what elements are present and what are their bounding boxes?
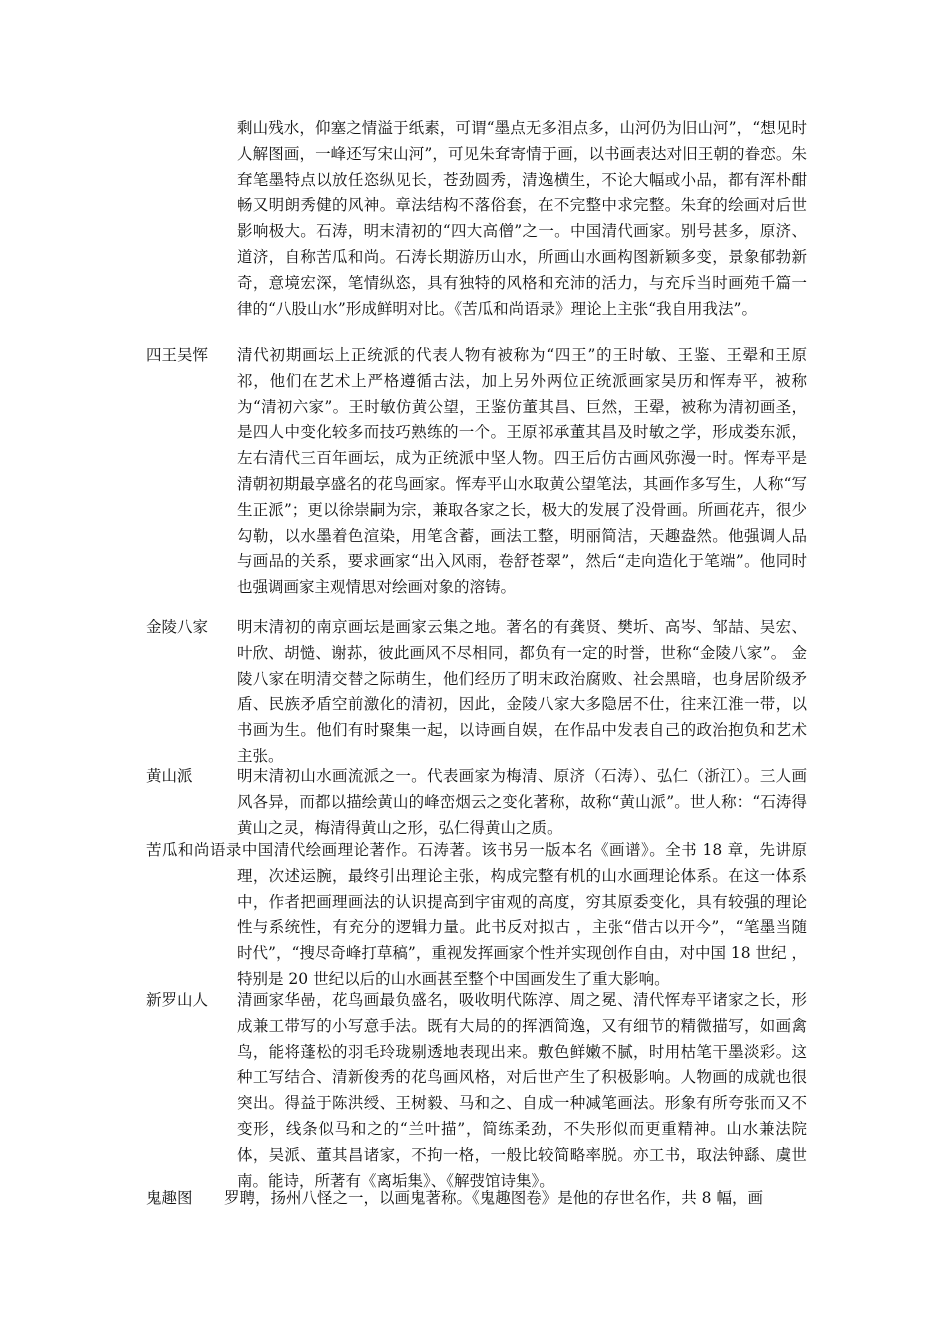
entry-term: 金陵八家	[146, 618, 209, 636]
entry-text: 罗聘，扬州八怪之一，以画鬼著称。《鬼趣图卷》是他的存世名作，共 8 幅，画	[224, 1189, 763, 1207]
entry-text: 明末清初山水画流派之一。代表画家为梅清、原济（石涛）、弘仁（浙江）。三人画风各异，而都以描绘黄山的峰峦烟云之变化著称，故称“黄山派”。世人称：“石涛得黄山之灵，梅清得黄山之形，弘仁得黄山之质。	[237, 767, 807, 837]
entry-text-inline: 中国清代绘画理论著作。石涛著。该书另一版本名《画谱》。全书 18 章，先讲原理，次述运腕，最终引出理论主张，构成完整有机的山水画理论体系。在这一体系中，作者把画理画法的认识提高到宇宙观的高度，穷其原委变化，具有较强的理论性与系统性，有充分的逻辑力量。此书反对拟古 ，主张“借古以开今”，“笔墨当随时代”，“搜尽奇峰打草稿”，重视发挥画家个性并实现创作自由，对中国 18 世纪 ，特别是 20 世纪以后的山水画甚至整个中国画发生了重大影响。	[237, 841, 807, 988]
entry-text: 清代初期画坛上正统派的代表人物有被称为“四王”的王时敏、王鉴、王翚和王原祁，他们在艺术上严格遵循古法，加上另外两位正统派画家吴历和恽寿平，被称为“清初六家”。王时敏仿黄公望，王鉴仿董其昌、巨然，王翚，被称为清初画圣，是四人中变化较多而技巧熟练的一个。王原祁承董其昌及时敏之学，形成娄东派，左右清代三百年画坛，成为正统派中坚人物。四王后仿古画风弥漫一时。恽寿平是清朝初期最享盛名的花鸟画家。恽寿平山水取黄公望笔法，其画作多写生，人称“写生正派”；更以徐崇嗣为宗，兼取各家之长，极大的发展了没骨画。所画花卉，很少勾勒，以水墨着色渲染，用笔含蓄，画法工整，明丽简洁，天趣盎然。他强调人品与画品的关系，要求画家“出入风雨，卷舒苍翠”，然后“走向造化于笔端”。他同时也强调画家主观情思对绘画对象的溶铸。	[237, 346, 807, 597]
entry-term: 苦瓜和尚语录	[146, 841, 242, 859]
entry-term: 新罗山人	[146, 991, 209, 1009]
entry-term: 鬼趣图	[146, 1189, 193, 1207]
entry-term: 四王吴恽	[146, 346, 209, 364]
entry-text	[146, 838, 807, 993]
entry-term: 黄山派	[146, 767, 193, 785]
entry-text: 剩山残水，仰塞之情溢于纸素，可谓“墨点无多泪点多，山河仍为旧山河”，“想见时人解图画，一峰还写宋山河”，可见朱耷寄情于画，以书画表达对旧王朝的眷恋。朱耷笔墨特点以放任恣纵见长，苍劲圆秀，清逸横生，不论大幅或小品，都有浑朴酣畅又明朗秀健的风神。章法结构不落俗套，在不完整中求完整。朱耷的绘画对后世影响极大。石涛，明末清初的“四大高僧”之一。中国清代画家。别号甚多，原济、道济，自称苦瓜和尚。石涛长期游历山水，所画山水画构图新颖多变，景象郁勃新奇，意境宏深，笔情纵恣，具有独特的风格和充沛的活力，与充斥当时画苑千篇一律的“八股山水”形成鲜明对比。《苦瓜和尚语录》理论上主张“我自用我法”。	[237, 119, 807, 318]
entry-text: 明末清初的南京画坛是画家云集之地。著名的有龚贤、樊圻、高岑、邹喆、吴宏、叶欣、胡慥、谢荪，彼此画风不尽相同，都负有一定的时誉，世称“金陵八家”。 金陵八家在明清交替之际萌生，他们经历了明末政治腐败、社会黑暗，也身居阶级矛盾、民族矛盾空前激化的清初，因此，金陵八家大多隐居不仕，往来江淮一带，以书画为生。他们有时聚集一起，以诗画自娱，在作品中发表自己的政治抱负和艺术主张。	[237, 618, 807, 765]
entry-text: 清画家华喦，花鸟画最负盛名，吸收明代陈淳、周之冕、清代恽寿平诸家之长，形成兼工带写的小写意手法。既有大局的的挥洒简逸，又有细节的精微描写，如画禽鸟，能将蓬松的羽毛玲珑剔透地表现出来。敷色鲜嫩不腻，时用枯笔干墨淡彩。这种工写结合、清新俊秀的花鸟画风格，对后世产生了积极影响。人物画的成就也很突出。得益于陈洪绶、王树毅、马和之、自成一种减笔画法。形象有所夸张而又不变形，线条似马和之的“兰叶描”，简练柔劲，不失形似而更重精神。山水兼法院体，吴派、董其昌诸家，不拘一格，一般比较简略率脱。亦工书，取法钟繇、虞世南。能诗，所著有《离垢集》、《解弢馆诗集》。	[237, 991, 807, 1190]
